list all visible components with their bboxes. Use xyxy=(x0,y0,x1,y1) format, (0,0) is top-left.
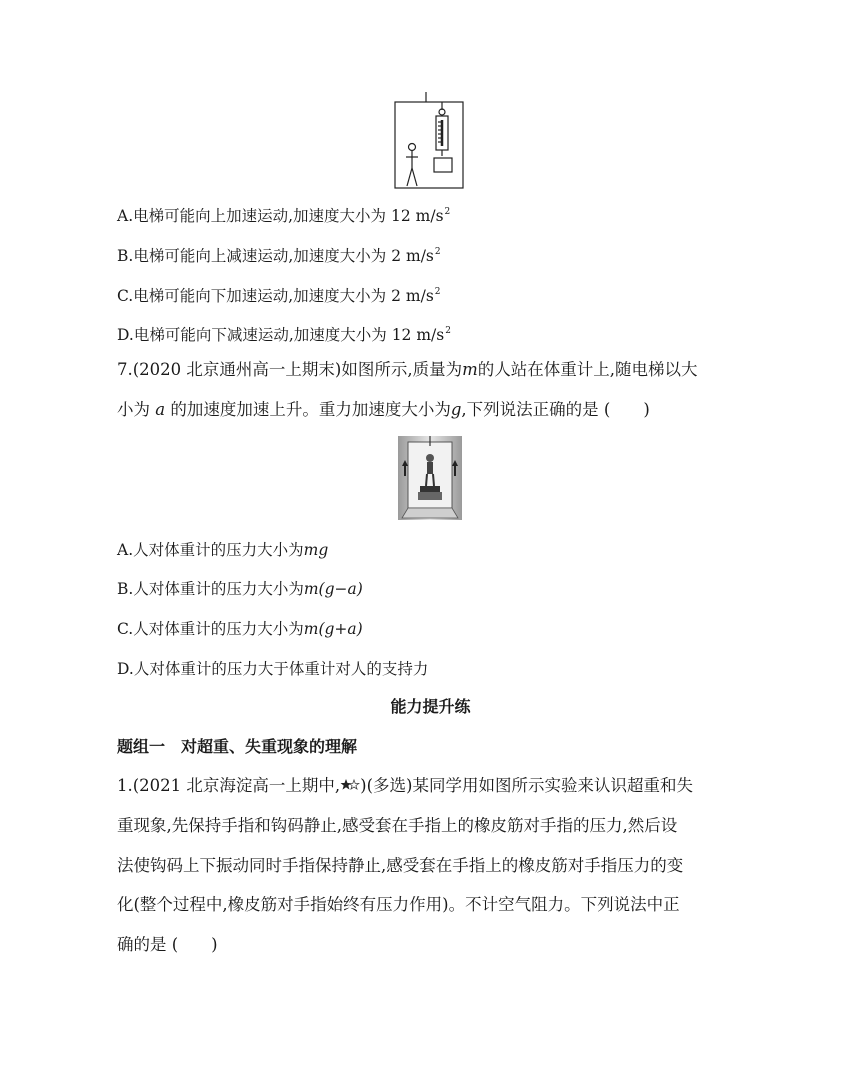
q7-answer-blank: ( ) xyxy=(603,400,650,419)
q6-option-a: A.电梯可能向上加速运动,加速度大小为 12 $m/s^2$ xyxy=(117,207,451,225)
q7-option-a: A.人对体重计的压力大小为mg xyxy=(117,541,329,559)
q7-option-d: D.人对体重计的压力大于体重计对人的支持力 xyxy=(117,660,429,678)
group-title: 题组一 对超重、失重现象的理解 xyxy=(117,737,358,756)
q1-stem-line4: 化(整个过程中,橡皮筋对手指始终有压力作用)。不计空气阻力。下列说法中正 xyxy=(117,895,680,914)
q6-option-d: D.电梯可能向下减速运动,加速度大小为 12 $m/s^2$ xyxy=(117,326,451,344)
q6-option-c: C.电梯可能向下加速运动,加速度大小为 2 $m/s^2$ xyxy=(117,287,441,305)
elevator-scale-photo xyxy=(398,436,462,520)
q1-stem-line2: 重现象,先保持手指和钩码静止,感受套在手指上的橡皮筋对手指的压力,然后设 xyxy=(117,816,678,835)
q1-stem-line1: 1.(2021 北京海淀高一上期中, )(多选)某同学用如图所示实验来认识超重和失 xyxy=(117,776,693,795)
q1-stem-line3: 法使钩码上下振动同时手指保持静止,感受套在手指上的橡皮筋对手指压力的变 xyxy=(117,856,684,875)
q6-option-b: B.电梯可能向上减速运动,加速度大小为 2 $m/s^2$ xyxy=(117,247,441,265)
q7-stem-line2: 小为 a 的加速度加速上升。重力加速度大小为g,下列说法正确的是 ( ) xyxy=(117,400,650,419)
q7-option-b: B.人对体重计的压力大小为m(g−a) xyxy=(117,580,363,598)
q7-option-c: C.人对体重计的压力大小为m(g+a) xyxy=(117,620,363,638)
difficulty-stars-icon xyxy=(340,778,360,792)
section-title: 能力提升练 xyxy=(390,697,471,716)
elevator-spring-scale-figure xyxy=(390,90,470,190)
q7-stem-line1: 7.(2020 北京通州高一上期末)如图所示,质量为m的人站在体重计上,随电梯以大 xyxy=(117,360,698,379)
q1-stem-line5: 确的是 ( ) xyxy=(117,935,218,954)
q1-answer-blank: ( ) xyxy=(171,935,218,954)
